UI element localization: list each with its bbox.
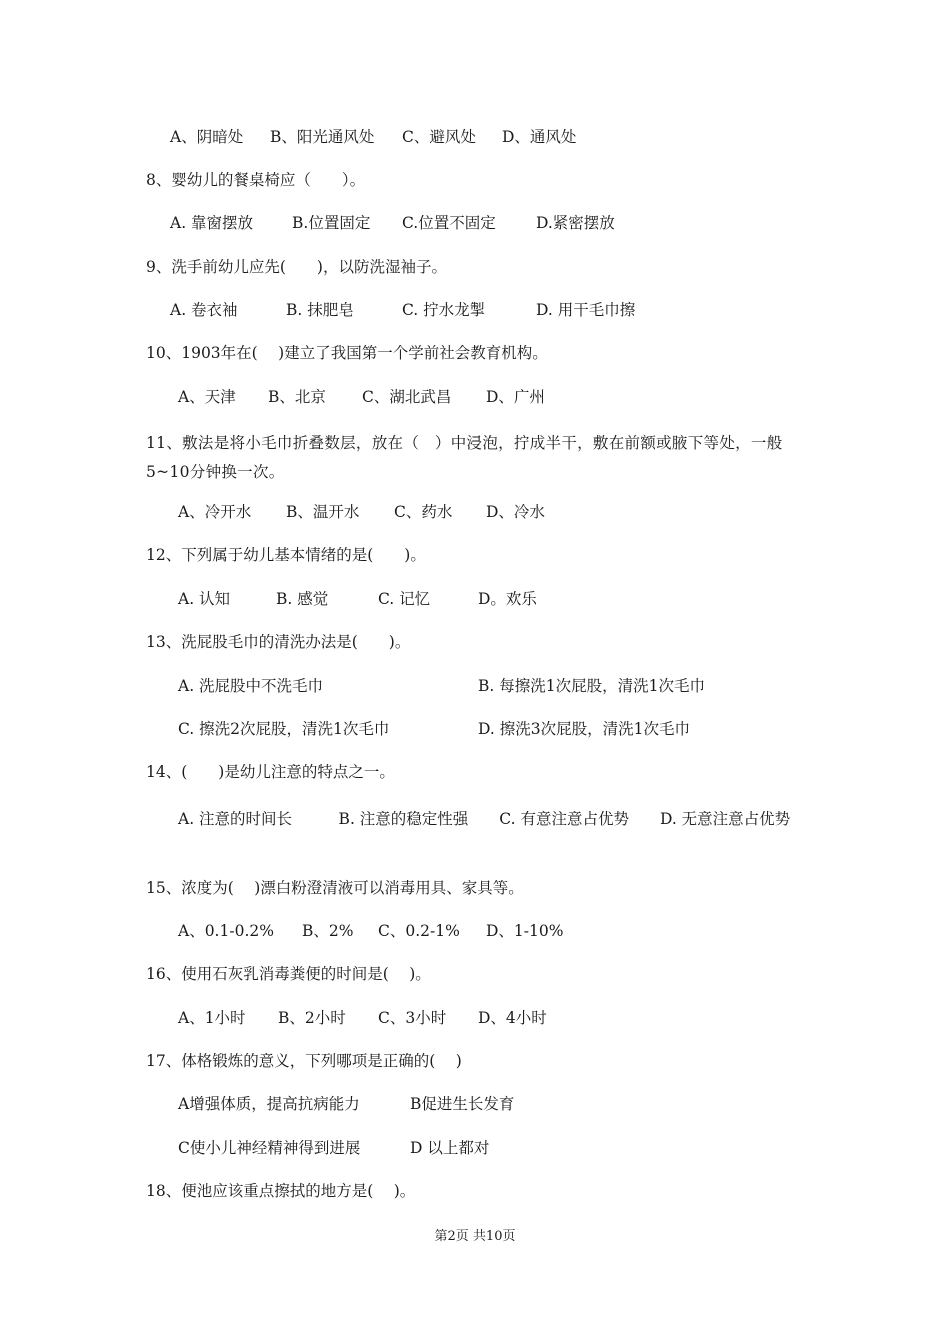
q16-option-a: A、1小时: [178, 1009, 246, 1027]
q17-option-d: D 以上都对: [410, 1139, 490, 1157]
q12-option-d: D。欢乐: [478, 590, 537, 608]
q9-question: 9、洗手前幼儿应先( )，以防洗湿袖子。: [146, 258, 447, 276]
q17-option-c: C使小儿神经精神得到进展: [178, 1139, 361, 1157]
q13-option-b: B. 每擦洗1次屁股，清洗1次毛巾: [478, 677, 705, 695]
q8-option-a: A. 靠窗摆放: [170, 214, 254, 232]
q9-option-a: A. 卷衣袖: [170, 301, 238, 319]
q10-question: 10、1903年在( )建立了我国第一个学前社会教育机构。: [146, 344, 548, 362]
q15-option-b: B、2%: [302, 922, 354, 940]
q7-option-d: D、通风处: [502, 128, 577, 146]
q10-option-c: C、湖北武昌: [362, 388, 452, 406]
q12-question: 12、下列属于幼儿基本情绪的是( )。: [146, 546, 426, 564]
q11-option-a: A、冷开水: [178, 503, 252, 521]
q11-option-c: C、药水: [394, 503, 453, 521]
q7-option-a: A、阴暗处: [170, 128, 244, 146]
q17-question: 17、体格锻炼的意义，下列哪项是正确的( ): [146, 1052, 462, 1070]
q12-option-b: B. 感觉: [276, 590, 329, 608]
q7-option-b: B、阳光通风处: [270, 128, 375, 146]
q8-option-c: C.位置不固定: [402, 214, 496, 232]
q16-option-d: D、4小时: [478, 1009, 547, 1027]
q12-option-a: A. 认知: [178, 590, 231, 608]
q10-option-a: A、天津: [178, 388, 236, 406]
page-footer: 第2页 共10页: [434, 1229, 516, 1244]
q9-option-d: D. 用干毛巾擦: [536, 301, 636, 319]
q18-question: 18、便池应该重点擦拭的地方是( )。: [146, 1182, 416, 1200]
q12-option-c: C. 记忆: [378, 590, 431, 608]
q16-option-b: B、2小时: [278, 1009, 346, 1027]
q8-option-d: D.紧密摆放: [536, 214, 615, 232]
q14-options: A. 注意的时间长 B. 注意的稳定性强 C. 有意注意占优势 D. 无意注意占优势: [178, 810, 791, 828]
q13-option-a: A. 洗屁股中不洗毛巾: [178, 677, 324, 695]
q16-option-c: C、3小时: [378, 1009, 447, 1027]
q11-question: 11、敷法是将小毛巾折叠数层，放在（ ）中浸泡，拧成半干，敷在前额或腋下等处，一般5~10分钟换一次。: [146, 434, 783, 481]
q17-option-b: B促进生长发育: [410, 1095, 515, 1113]
q10-option-d: D、广州: [486, 388, 545, 406]
q15-option-d: D、1-10%: [486, 922, 564, 940]
q15-option-a: A、0.1-0.2%: [178, 922, 274, 940]
q16-question: 16、使用石灰乳消毒粪便的时间是( )。: [146, 965, 431, 983]
q11-option-d: D、冷水: [486, 503, 545, 521]
q7-option-c: C、避风处: [402, 128, 476, 146]
q10-option-b: B、北京: [268, 388, 326, 406]
q8-option-b: B.位置固定: [292, 214, 371, 232]
q17-option-a: A增强体质，提高抗病能力: [178, 1095, 360, 1113]
q13-option-c: C. 擦洗2次屁股，清洗1次毛巾: [178, 720, 390, 738]
q11-option-b: B、温开水: [286, 503, 360, 521]
q13-option-d: D. 擦洗3次屁股，清洗1次毛巾: [478, 720, 690, 738]
q9-option-c: C. 拧水龙掣: [402, 301, 486, 319]
q14-question: 14、( )是幼儿注意的特点之一。: [146, 763, 395, 781]
q15-option-c: C、0.2-1%: [378, 922, 460, 940]
q9-option-b: B. 抹肥皂: [286, 301, 354, 319]
q15-question: 15、浓度为( )漂白粉澄清液可以消毒用具、家具等。: [146, 879, 524, 897]
q13-question: 13、洗屁股毛巾的清洗办法是( )。: [146, 633, 411, 651]
q8-question: 8、婴幼儿的餐桌椅应（ ）。: [146, 171, 366, 189]
